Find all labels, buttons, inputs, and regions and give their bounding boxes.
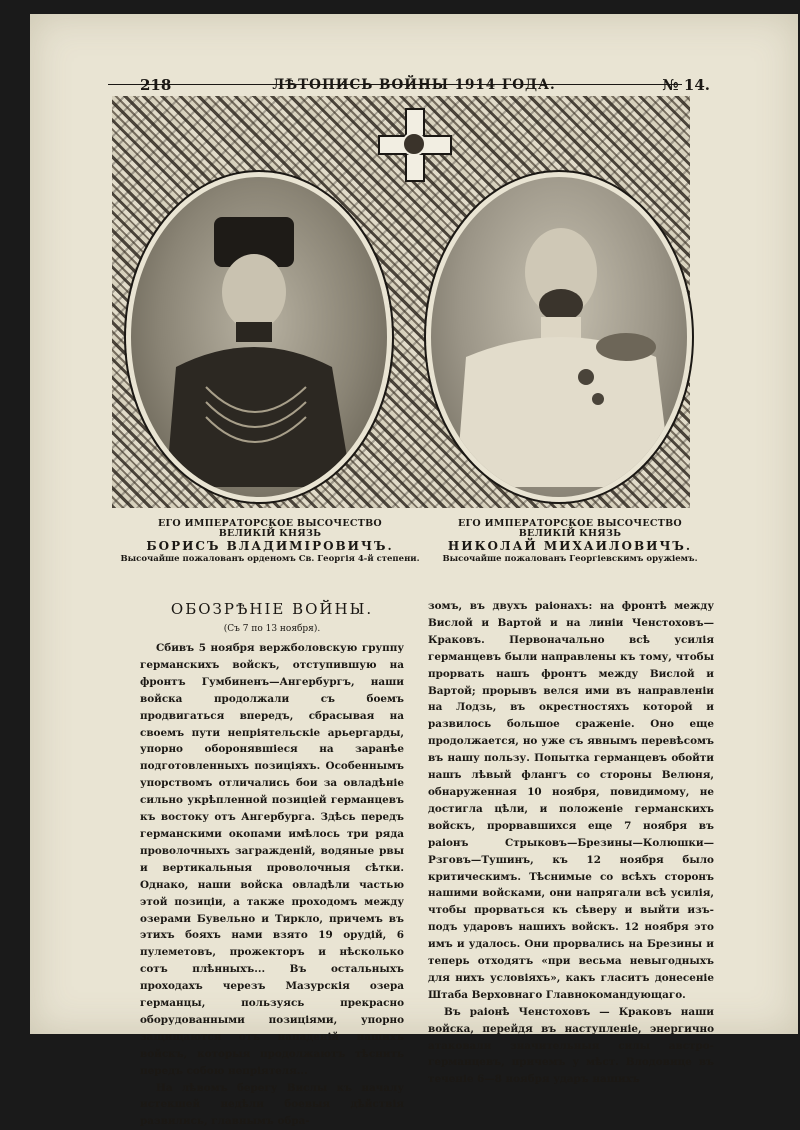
portrait-plate xyxy=(112,96,690,508)
caption-left-line2: ВЕЛИКІЙ КНЯЗЬ xyxy=(218,527,322,539)
paragraph: зомъ, въ двухъ раіонахъ: на фронтѣ между Вислой и Вартой и на линіи Ченстоховъ—Краковъ. Первоначально всѣ усилія германцевъ были направлены къ тому, чтобы прорвать нашъ фронтъ между Вислой и Вартой; прорывъ велся ими въ направленіи на Лодзь, въ окрестностяхъ которой и развилось большое сраженіе. Оно еще продолжается, но уже съ явнымъ перевѣсомъ въ нашу пользу. Попытка германцевъ обойти нашъ лѣвый флангъ со стороны Велюня, обнаруженная 10 ноября, повидимому, не достигла цѣли, и положеніе германскихъ войскъ, прорвавшихся еще 7 ноября въ раіонъ Стрыковъ—Брезины—Колюшки—Рзговъ—Тушинъ, къ 12 ноября было критическимъ. Тѣснимые со всѣхъ сторонъ нашими войсками, они напрягали всѣ усилія, чтобы прорваться къ сѣверу и выйти изъ-подъ ударовъ нашихъ войскъ. 12 ноября это имъ и удалось. Они прорвались на Брезины и теперь отходятъ «при весьма невыгодныхъ для нихъ условіяхъ», какъ гласитъ донесеніе Штаба Верховнаго Главнокомандующаго. xyxy=(428,600,714,1001)
caption-right-award: Высочайше пожалованъ Георгіевскимъ оружіемъ. xyxy=(442,553,698,564)
portrait-right-figure xyxy=(436,177,682,487)
caption-left-line1: ЕГО ИМПЕРАТОРСКОЕ ВЫСОЧЕСТВО xyxy=(157,518,382,529)
portrait-left xyxy=(126,172,392,502)
portrait-left-figure xyxy=(136,177,382,487)
paragraph: Сбивъ 5 ноября вержболовскую группу германскихъ войскъ, отступившую на фронтъ Гумбиненъ—Ангербургъ, наши войска продолжали съ боемъ продвигаться впередъ, сбрасывая на своемъ пути непріятельскіе арьергарды, упорно оборонявшіеся на заранѣе подготовленныхъ позиціяхъ. Особеннымъ упорствомъ отличались бои за овладѣніе сильно укрѣпленной позиціей германцевъ къ востоку отъ Ангербурга. Здѣсь передъ германскими окопами имѣлось три ряда проволочныхъ загражденій, водяные рвы и вертикальныя проволочныя сѣтки. Однако, наши войска овладѣли частью этой позиціи, а также проходомъ между озерами Бувельно и Тиркло, причемъ въ этихъ бояхъ нами взято 19 орудій, 6 пулеметовъ, прожекторъ и нѣсколько сотъ плѣнныхъ... Въ остальныхъ проходахъ черезъ Мазурскія озера германцы, пользуясь прекрасно оборудованными позиціями, упорно защищаются отъ нападеній нашихъ войскъ, которыя продолжаютъ тѣснить передъ собою непріятеля... xyxy=(140,642,404,1077)
caption-right xyxy=(420,519,720,563)
caption-right-name: НИКОЛАЙ МИХАИЛОВИЧЪ. xyxy=(447,538,693,553)
page-number: 218 xyxy=(140,76,172,94)
st-george-cross-icon xyxy=(378,108,448,178)
caption-left-award: Высочайше пожалованъ орденомъ Св. Георгія 4-й степени. xyxy=(120,553,420,564)
issue-number: № 14. xyxy=(662,76,710,94)
caption-right-line2: ВЕЛИКІЙ КНЯЗЬ xyxy=(518,527,622,539)
article-column-left xyxy=(140,640,404,1130)
article-column-right xyxy=(428,598,714,1088)
caption-left xyxy=(120,519,420,563)
paragraph: Въ раіонѣ Ченстоховъ — Краковъ наши войска, перейдя въ наступленіе, энергично атаковали значительныя силы австро-германцевъ, причемъ у мѣст. Влодовице въ теченіе 6—8 ноября ударъ нашихъ xyxy=(428,1005,714,1086)
caption-left-name: БОРИСЪ ВЛАДИМІРОВИЧЪ. xyxy=(146,538,394,553)
paragraph: На лѣвомъ берегу Вислы къ началу истекшей недѣли боевыя дѣйствія развились, главнымъ обра- xyxy=(140,1081,404,1128)
header-rule xyxy=(108,84,682,85)
article-title: ОБОЗРѢНІЕ ВОЙНЫ. xyxy=(170,600,374,618)
portrait-right xyxy=(426,172,692,502)
article-subtitle: (Съ 7 по 13 ноября). xyxy=(223,624,321,634)
caption-right-line1: ЕГО ИМПЕРАТОРСКОЕ ВЫСОЧЕСТВО xyxy=(457,518,682,529)
running-title: ЛѢТОПИСЬ ВОЙНЫ 1914 ГОДА. xyxy=(272,77,556,93)
